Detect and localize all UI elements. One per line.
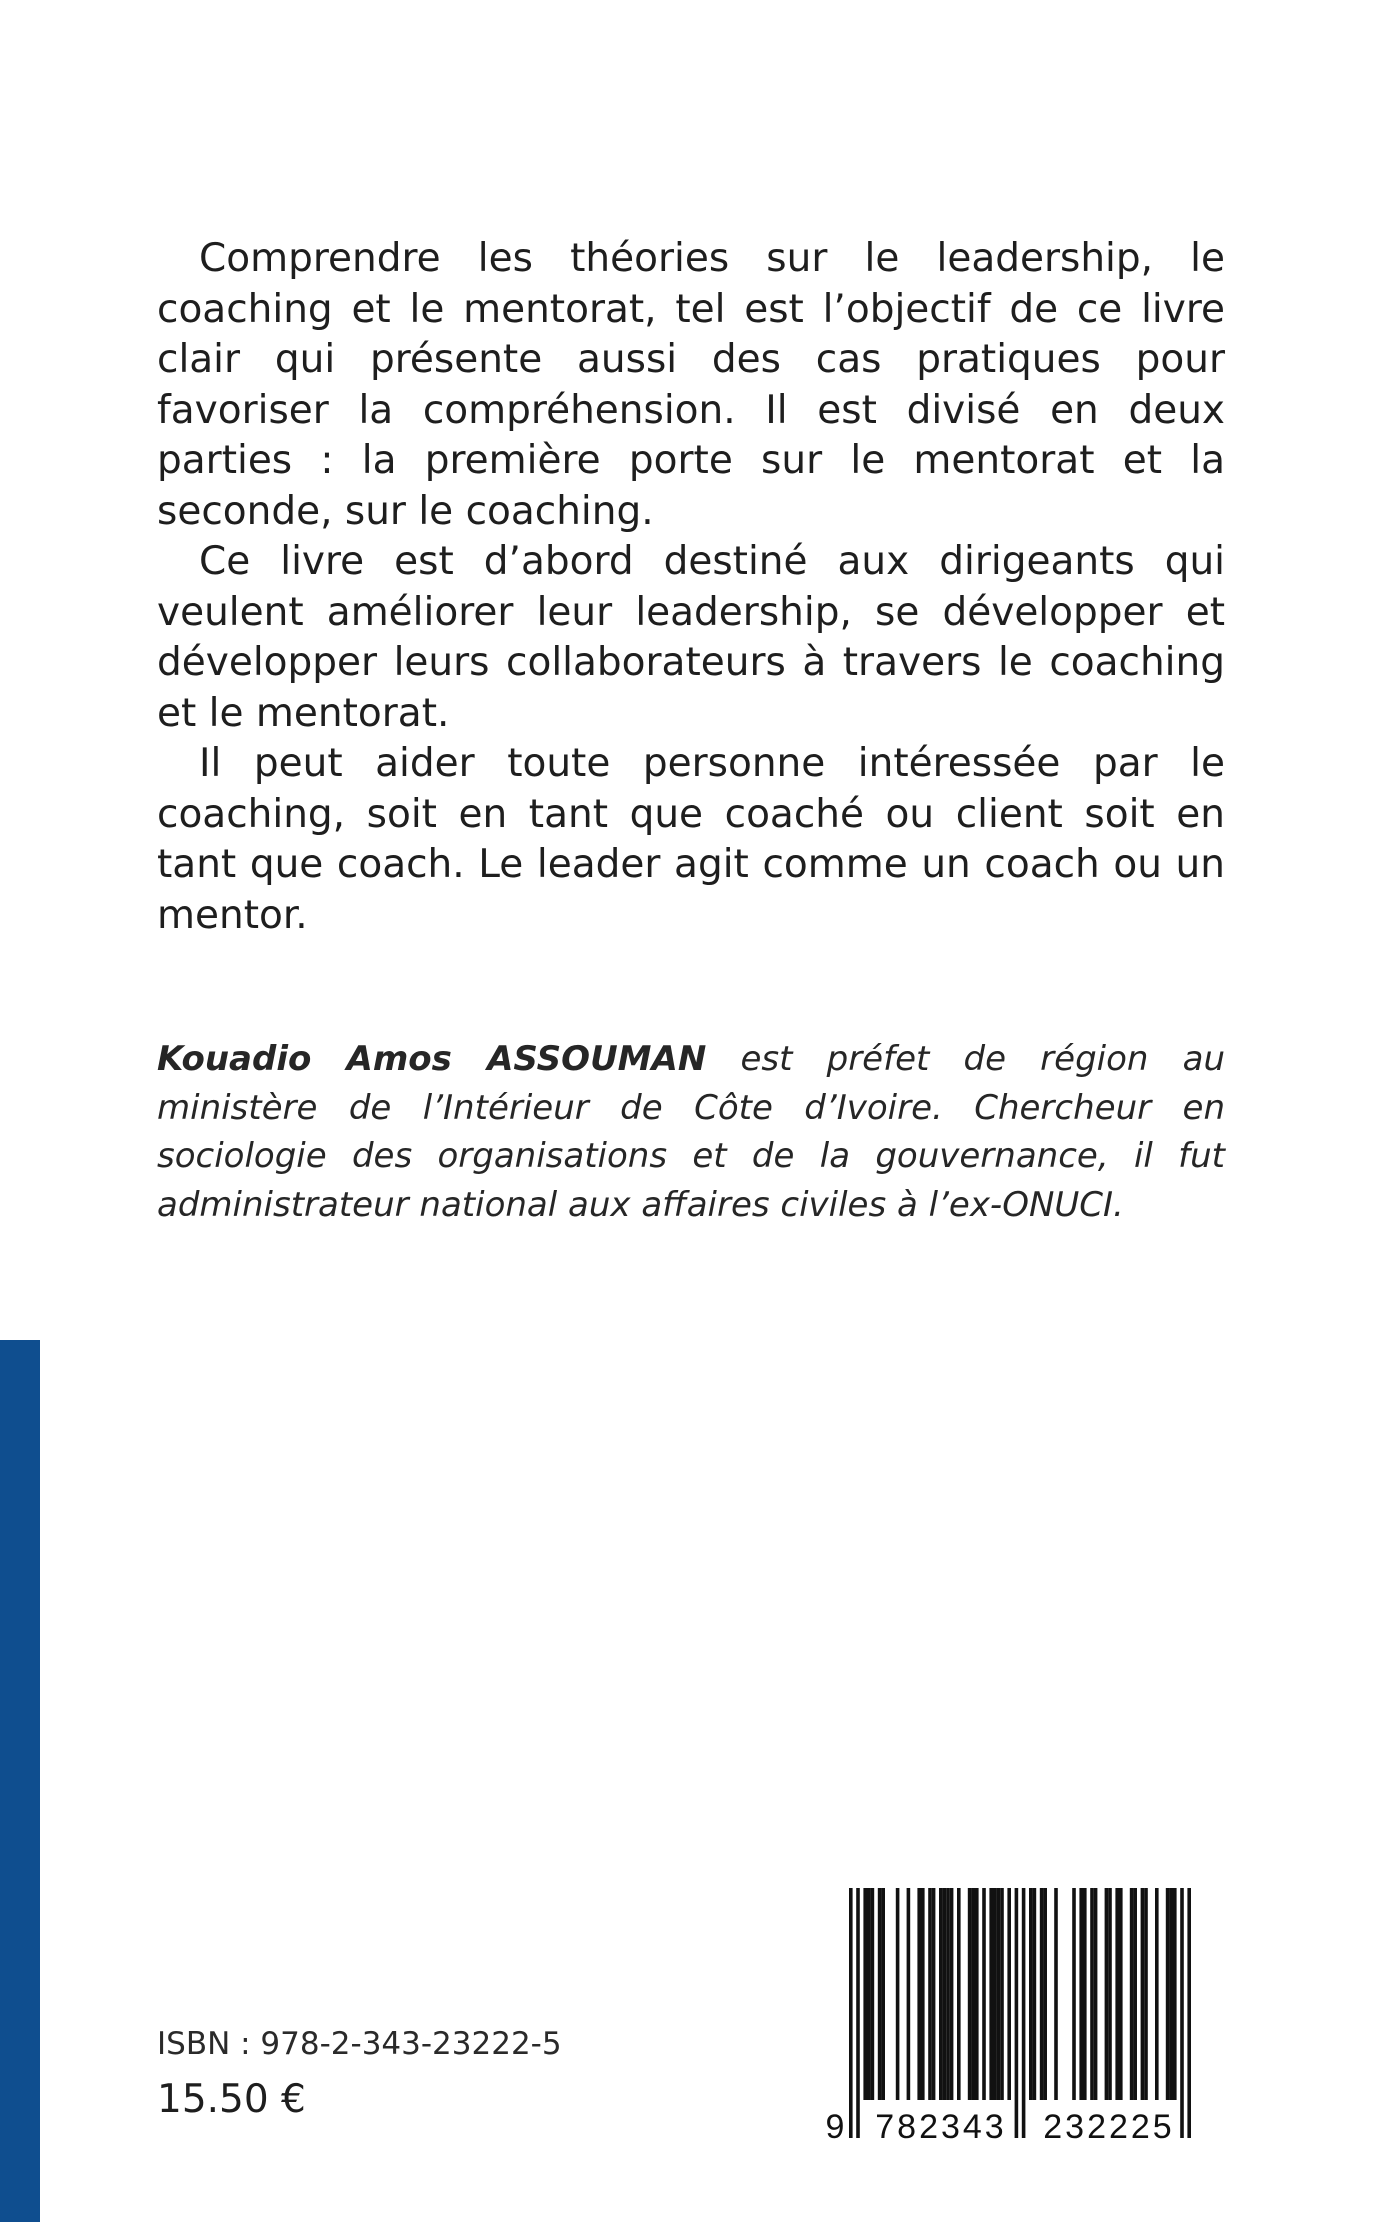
barcode-bar <box>1119 1888 1123 2100</box>
blurb-paragraph-2-text: Ce livre est d’abord destiné aux dirigeants qui veulent améliorer leur leadership, se développer et développer leurs collaborateurs à travers le coaching et le mentorat. <box>157 539 1225 736</box>
barcode-bar <box>1141 1888 1145 2100</box>
barcode-bar <box>878 1888 882 2100</box>
barcode-bar <box>1108 1888 1112 2100</box>
barcode-bar <box>1000 1888 1004 2100</box>
isbn-label: ISBN : 978-2-343-23222-5 <box>157 2026 562 2062</box>
barcode-bar <box>1043 1888 1047 2100</box>
barcode-bar <box>1029 1888 1033 2100</box>
barcode-guard-bar <box>1180 1888 1184 2138</box>
blurb-paragraph-1 <box>157 234 1225 537</box>
barcode-bar <box>907 1888 911 2100</box>
barcode-bar <box>867 1888 871 2100</box>
barcode-guard-bar <box>1187 1888 1191 2138</box>
barcode-bar <box>1144 1888 1148 2100</box>
barcode-bar <box>971 1888 975 2100</box>
barcode-bar <box>957 1888 961 2100</box>
barcode-bar <box>968 1888 972 2100</box>
barcode-bar <box>928 1888 932 2100</box>
blurb-paragraph-1-text: Comprendre les théories sur le leadership, le coaching et le mentorat, tel est l’objectif de ce livre clair qui présente aussi des cas pratiques pour favoriser la compréhension. Il est divisé en deux parties : la première porte sur le mentorat et la seconde, sur le coaching. <box>157 236 1225 534</box>
barcode-left-digits: 782343 <box>875 2108 1007 2143</box>
author-name: Kouadio Amos ASSOUMAN <box>157 1039 707 1079</box>
barcode-bar <box>939 1888 943 2100</box>
barcode-bar <box>1173 1888 1177 2100</box>
barcode-right-digits: 232225 <box>1043 2108 1175 2143</box>
barcode-bar <box>950 1888 954 2100</box>
blurb-paragraph-3 <box>157 739 1225 941</box>
barcode-bar <box>1007 1888 1011 2100</box>
barcode-bar <box>1079 1888 1083 2100</box>
barcode-bar <box>975 1888 979 2100</box>
author-bio-text: est préfet de région au ministère de l’Intérieur de Côte d’Ivoire. Chercheur en sociologie des organisations et de la gouvernance, il fut administrateur national aux affaires civiles à l’ex-ONUCI. <box>157 1039 1226 1225</box>
barcode-guard-bar <box>1015 1888 1019 2138</box>
barcode-bar <box>1072 1888 1076 2100</box>
barcode-bar <box>1130 1888 1134 2100</box>
barcode-bar <box>917 1888 921 2100</box>
barcode-bar <box>1155 1888 1159 2100</box>
blurb-paragraph-3-text: Il peut aider toute personne intéressée par le coaching, soit en tant que coaché ou client soit en tant que coach. Le leader agit comme un coach ou un mentor. <box>157 741 1225 938</box>
barcode-bar <box>946 1888 950 2100</box>
barcode-bar <box>896 1888 900 2100</box>
barcode-bar <box>863 1888 867 2100</box>
barcode-bar <box>1094 1888 1098 2100</box>
price-label: 15.50 € <box>157 2077 306 2122</box>
barcode-bar <box>1105 1888 1109 2100</box>
barcode-first-digit: 9 <box>825 2108 845 2143</box>
barcode-bar <box>1115 1888 1119 2100</box>
barcode-bar <box>1090 1888 1094 2100</box>
author-bio <box>157 1035 1225 1229</box>
barcode-bar <box>921 1888 925 2100</box>
barcode-bar <box>943 1888 947 2100</box>
blue-side-bar <box>0 1340 40 2222</box>
barcode-bar <box>982 1888 986 2100</box>
barcode-bar <box>932 1888 936 2100</box>
barcode-guard-bar <box>856 1888 860 2138</box>
barcode-bar <box>993 1888 997 2100</box>
barcode-bar <box>989 1888 993 2100</box>
barcode-bar <box>997 1888 1001 2100</box>
barcode-guard-bar <box>849 1888 853 2138</box>
barcode <box>825 1888 1215 2143</box>
barcode-bar <box>881 1888 885 2100</box>
barcode-bar <box>1033 1888 1037 2100</box>
barcode-bar <box>1169 1888 1173 2100</box>
barcode-bar <box>1166 1888 1170 2100</box>
barcode-bar <box>1083 1888 1087 2100</box>
barcode-graphic <box>825 1888 1215 2143</box>
barcode-guard-bar <box>1022 1888 1026 2138</box>
barcode-bar <box>871 1888 875 2100</box>
blurb-paragraph-2 <box>157 537 1225 739</box>
barcode-bar <box>1054 1888 1058 2100</box>
barcode-bar <box>1133 1888 1137 2100</box>
barcode-bar <box>1040 1888 1044 2100</box>
